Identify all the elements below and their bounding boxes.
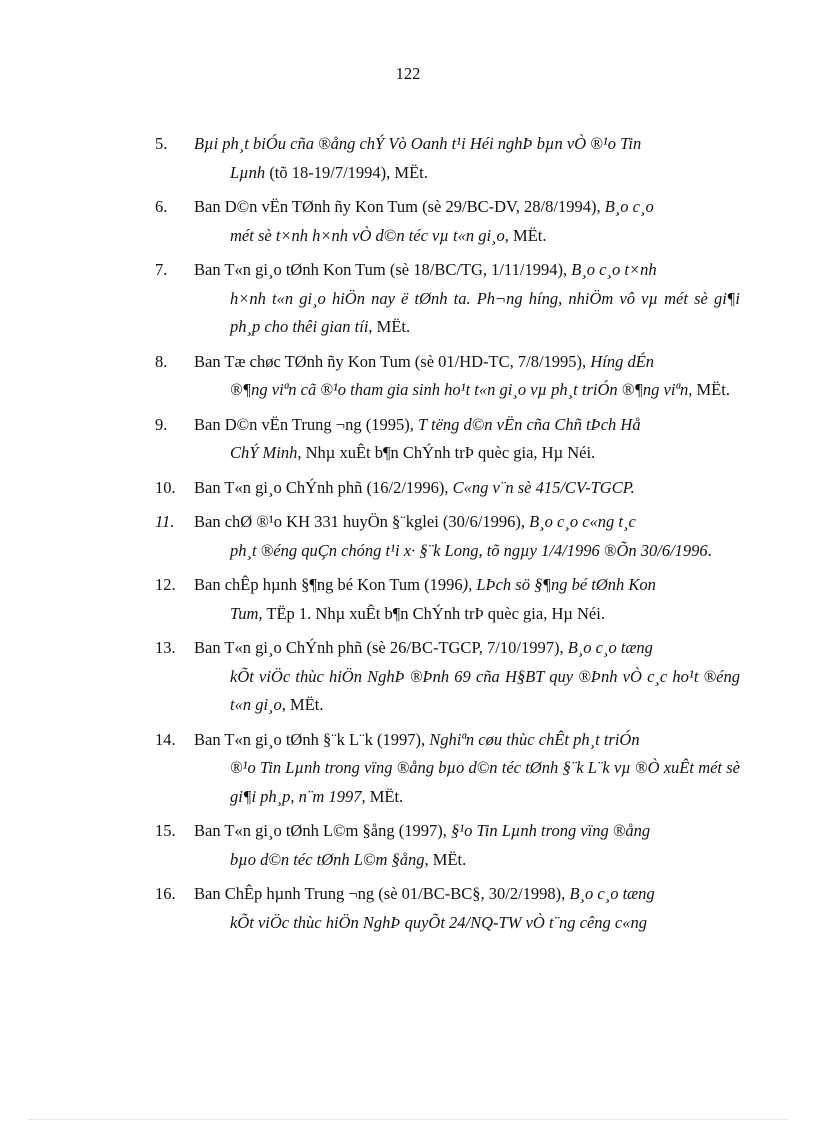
reference-list <box>155 130 740 943</box>
reference-segment: Ban ChÊp hµnh Trung ¬ng (sè 01/BC-BC§, 30/2/1998), <box>194 884 570 903</box>
reference-text <box>194 130 740 187</box>
reference-segment: B¸o c¸o t×nh <box>571 260 657 279</box>
reference-number: 9. <box>155 414 168 434</box>
reference-segment: B¸o c¸o tæng <box>569 884 655 903</box>
reference-text <box>194 634 740 720</box>
reference-segment: Lµnh <box>230 162 266 182</box>
reference-segment: Bµi ph¸t biÓu cña ®ång chÝ Vò Oanh t¹i Héi nghÞ bµn vÒ ®¹o Tin <box>194 134 642 153</box>
reference-segment: Ban T«n gi¸o tØnh L©m §ång (1997), <box>194 821 451 840</box>
reference-number: 5. <box>155 134 168 153</box>
reference-text <box>194 411 740 468</box>
reference-segment: ph¸t ®éng quÇn chóng t¹i x· §¨k Long, tõ ngµy 1/4/1996 ®Õn 30/6/1996 <box>230 540 708 560</box>
reference-segment: T tëng d©n vËn cña Chñ tÞch Hå <box>417 414 641 434</box>
reference-segment: B¸o c¸o <box>604 197 654 216</box>
reference-text <box>194 571 740 628</box>
reference-number: 12. <box>155 575 176 594</box>
reference-segment: MËt. <box>365 786 404 806</box>
reference-segment: ), LÞch sö §¶ng bé tØnh Kon <box>462 575 656 594</box>
reference-segment: , MËt. <box>281 695 324 714</box>
reference-number: 7. <box>155 260 168 279</box>
reference-text <box>194 726 740 812</box>
reference-segment: §¹o Tin Lµnh trong vïng ®ång <box>450 821 651 840</box>
reference-segment: ®¶ng viªn cã ®¹o tham gia sinh ho¹t t«n gi¸o vµ ph¸t triÓn ®¶ng viªn, <box>230 380 693 399</box>
reference-segment: (tõ 18-19/7/1994), MËt. <box>265 162 428 182</box>
reference-segment: Híng dÉn <box>590 351 655 371</box>
reference-text <box>194 880 740 937</box>
reference-segment: C«ng v¨n sè 415/CV-TGCP. <box>452 477 635 497</box>
reference-segment: Ban T«n gi¸o ChÝnh phñ (16/2/1996), <box>194 477 453 497</box>
reference-segment: Nghiªn cøu thùc chÊt ph¸t triÓn <box>429 729 640 749</box>
reference-segment: Ban T«n gi¸o tØnh §¨k L¨k (1997), <box>194 729 430 749</box>
reference-segment: , MËt. <box>504 225 547 245</box>
reference-segment: ®¹o Tin Lµnh trong vïng ®ång bµo d©n téc tØnh §¨k L¨k vµ ®Ò xuÊt mét sè gi¶i ph¸p, n¨m 1997, <box>230 758 740 806</box>
reference-item <box>155 193 740 250</box>
reference-number: 11. <box>155 512 175 531</box>
reference-number: 8. <box>155 351 168 371</box>
reference-text <box>194 348 740 405</box>
reference-segment: kÕt viÖc thùc hiÖn NghÞ ®Þnh 69 cña H§BT quy ®Þnh vÒ c¸c ho¹t ®éng t«n gi¸o <box>230 666 740 714</box>
reference-segment: Ban chÊp hµnh §¶ng bé Kon Tum (1996 <box>194 575 463 594</box>
reference-segment: Ban D©n vËn TØnh ñy Kon Tum (sè 29/BC-DV, 28/8/1994), <box>194 197 605 216</box>
reference-segment: kÕt viÖc thùc hiÖn NghÞ quyÕt 24/NQ-TW vÒ t¨ng cêng c«ng <box>230 912 647 932</box>
reference-segment: MËt. <box>692 380 730 399</box>
reference-item <box>155 508 740 565</box>
reference-segment: Ban T«n gi¸o ChÝnh phñ (sè 26/BC-TGCP, 7/10/1997), <box>194 638 568 657</box>
reference-item <box>155 474 740 503</box>
reference-segment: mét sè t×nh h×nh vÒ d©n téc vµ t«n gi¸o <box>230 225 505 245</box>
reference-segment: TËp 1. Nhµ xuÊt b¶n ChÝnh trÞ quèc gia, Hµ Néi. <box>262 603 605 623</box>
reference-segment: , MËt. <box>368 317 411 336</box>
reference-item <box>155 634 740 720</box>
reference-number: 6. <box>155 197 168 216</box>
reference-item <box>155 411 740 468</box>
reference-segment: B¸o c¸o c«ng t¸c <box>529 512 636 531</box>
reference-segment: , MËt. <box>424 849 467 869</box>
reference-segment: Ban Tæ chøc TØnh ñy Kon Tum (sè 01/HD-TC, 7/8/1995), <box>194 351 591 371</box>
reference-text <box>194 474 740 503</box>
reference-item <box>155 726 740 812</box>
reference-number: 13. <box>155 638 176 657</box>
reference-text <box>194 508 740 565</box>
reference-segment: bµo d©n téc tØnh L©m §ång <box>230 849 425 869</box>
reference-segment: h×nh t«n gi¸o hiÖn nay ë tØnh ta. Ph¬ng híng, nhiÖm vô vµ mét sè gi¶i ph¸p cho thêi gian tíi <box>230 288 740 336</box>
page-bottom-divider <box>28 1119 788 1120</box>
reference-item <box>155 880 740 937</box>
reference-text <box>194 193 740 250</box>
reference-segment: , Nhµ xuÊt b¶n ChÝnh trÞ quèc gia, Hµ Néi. <box>297 443 596 462</box>
reference-item <box>155 130 740 187</box>
reference-segment: Ban T«n gi¸o tØnh Kon Tum (sè 18/BC/TG, 1/11/1994), <box>194 260 572 279</box>
reference-segment: Ban D©n vËn Trung ¬ng (1995), <box>194 414 418 434</box>
reference-segment: Tum, <box>230 603 263 623</box>
reference-item <box>155 817 740 874</box>
reference-number: 15. <box>155 821 176 840</box>
reference-segment: ChÝ Minh <box>230 443 298 462</box>
reference-number: 14. <box>155 729 176 749</box>
reference-text <box>194 817 740 874</box>
reference-text <box>194 256 740 342</box>
reference-number: 16. <box>155 884 176 903</box>
reference-number: 10. <box>155 477 176 497</box>
reference-segment: . <box>707 540 712 560</box>
reference-segment: Ban chØ ®¹o KH 331 huyÖn §¨kglei (30/6/1996), <box>194 512 530 531</box>
reference-item <box>155 256 740 342</box>
page-number: 122 <box>395 64 421 83</box>
reference-segment: B¸o c¸o tæng <box>567 638 653 657</box>
reference-item <box>155 571 740 628</box>
reference-item <box>155 348 740 405</box>
